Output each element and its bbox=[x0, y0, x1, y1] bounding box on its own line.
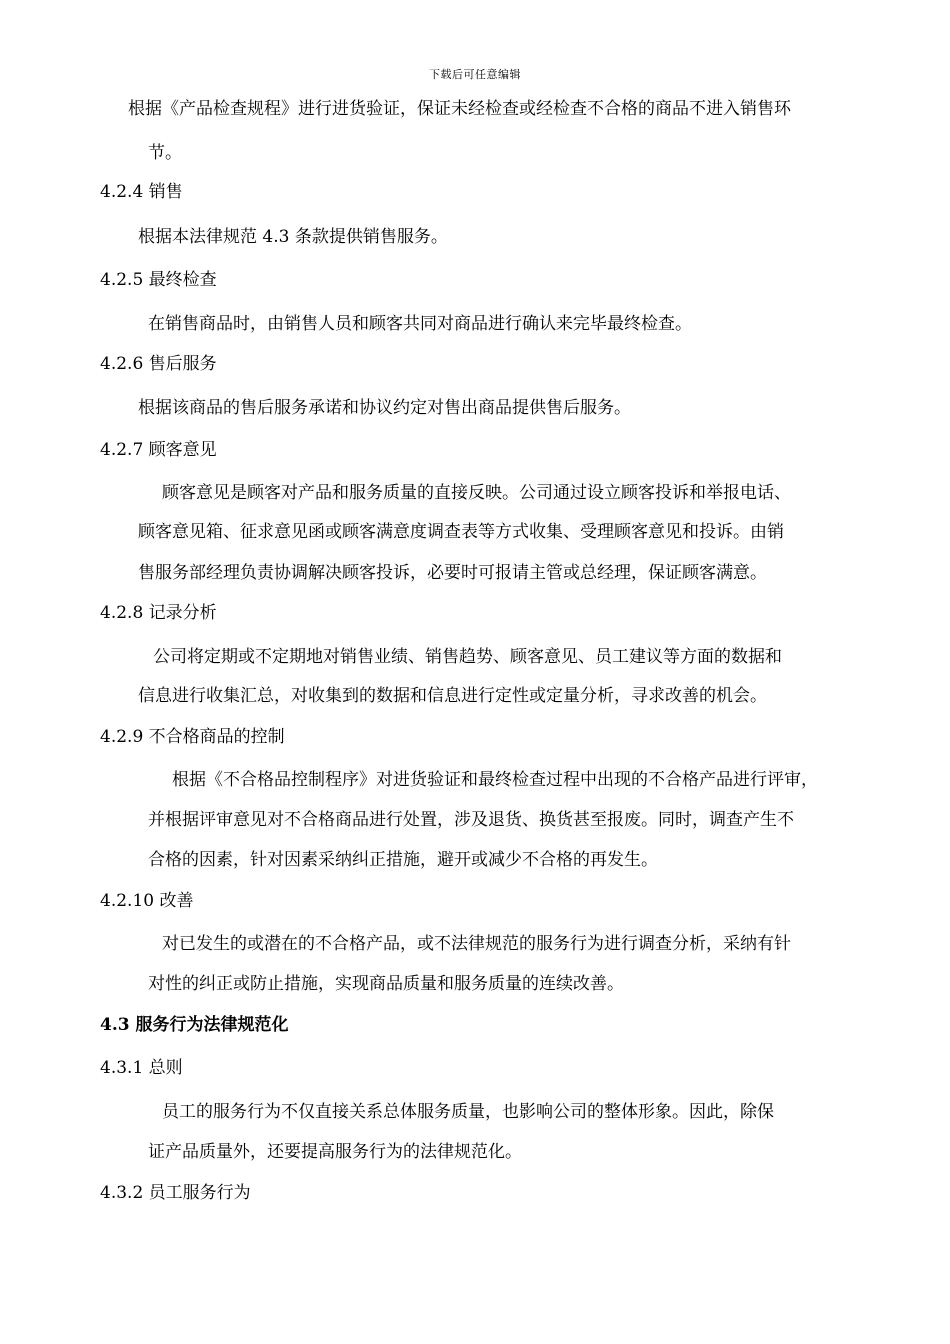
paragraph-line: 根据该商品的售后服务承诺和协议约定对售出商品提供售后服务。 bbox=[138, 398, 631, 418]
paragraph-line: 对性的纠正或防止措施，实现商品质量和服务质量的连续改善。 bbox=[148, 974, 624, 994]
paragraph-line: 根据《产品检查规程》进行进货验证，保证未经检查或经检查不合格的商品不进入销售环 bbox=[128, 99, 791, 119]
paragraph-line: 公司将定期或不定期地对销售业绩、销售趋势、顾客意见、员工建议等方面的数据和 bbox=[153, 647, 782, 667]
section-heading: 4.2.4 销售 bbox=[100, 182, 183, 202]
section-heading: 4.3.1 总则 bbox=[100, 1058, 183, 1078]
paragraph-line: 顾客意见是顾客对产品和服务质量的直接反映。公司通过设立顾客投诉和举报电话、 bbox=[162, 483, 791, 503]
paragraph-line: 根据《不合格品控制程序》对进货验证和最终检查过程中出现的不合格产品进行评审， bbox=[172, 770, 818, 790]
paragraph-line: 信息进行收集汇总，对收集到的数据和信息进行定性或定量分析，寻求改善的机会。 bbox=[138, 686, 767, 706]
paragraph-line: 对已发生的或潜在的不合格产品，或不法律规范的服务行为进行调查分析，采纳有针 bbox=[162, 934, 791, 954]
section-heading: 4.2.7 顾客意见 bbox=[100, 440, 217, 460]
paragraph-line: 证产品质量外，还要提高服务行为的法律规范化。 bbox=[148, 1142, 522, 1162]
paragraph-line: 顾客意见箱、征求意见函或顾客满意度调查表等方式收集、受理顾客意见和投诉。由销 bbox=[138, 522, 784, 542]
paragraph-line: 根据本法律规范 4.3 条款提供销售服务。 bbox=[138, 227, 448, 247]
paragraph-line: 节。 bbox=[148, 143, 182, 163]
section-heading: 4.2.10 改善 bbox=[100, 891, 194, 911]
section-heading: 4.2.9 不合格商品的控制 bbox=[100, 727, 285, 747]
section-heading: 4.2.6 售后服务 bbox=[100, 354, 217, 374]
section-heading: 4.3.2 员工服务行为 bbox=[100, 1183, 251, 1203]
paragraph-line: 合格的因素，针对因素采纳纠正措施，避开或减少不合格的再发生。 bbox=[148, 850, 658, 870]
page-header: 下载后可任意编辑 bbox=[429, 68, 521, 81]
paragraph-line: 在销售商品时，由销售人员和顾客共同对商品进行确认来完毕最终检查。 bbox=[148, 314, 692, 334]
section-heading: 4.2.5 最终检查 bbox=[100, 270, 217, 290]
section-heading: 4.2.8 记录分析 bbox=[100, 603, 217, 623]
section-heading: 4.3 服务行为法律规范化 bbox=[100, 1015, 289, 1035]
paragraph-line: 员工的服务行为不仅直接关系总体服务质量，也影响公司的整体形象。因此，除保 bbox=[162, 1102, 774, 1122]
paragraph-line: 售服务部经理负责协调解决顾客投诉，必要时可报请主管或总经理，保证顾客满意。 bbox=[138, 563, 767, 583]
paragraph-line: 并根据评审意见对不合格商品进行处置，涉及退货、换货甚至报废。同时，调查产生不 bbox=[148, 810, 794, 830]
